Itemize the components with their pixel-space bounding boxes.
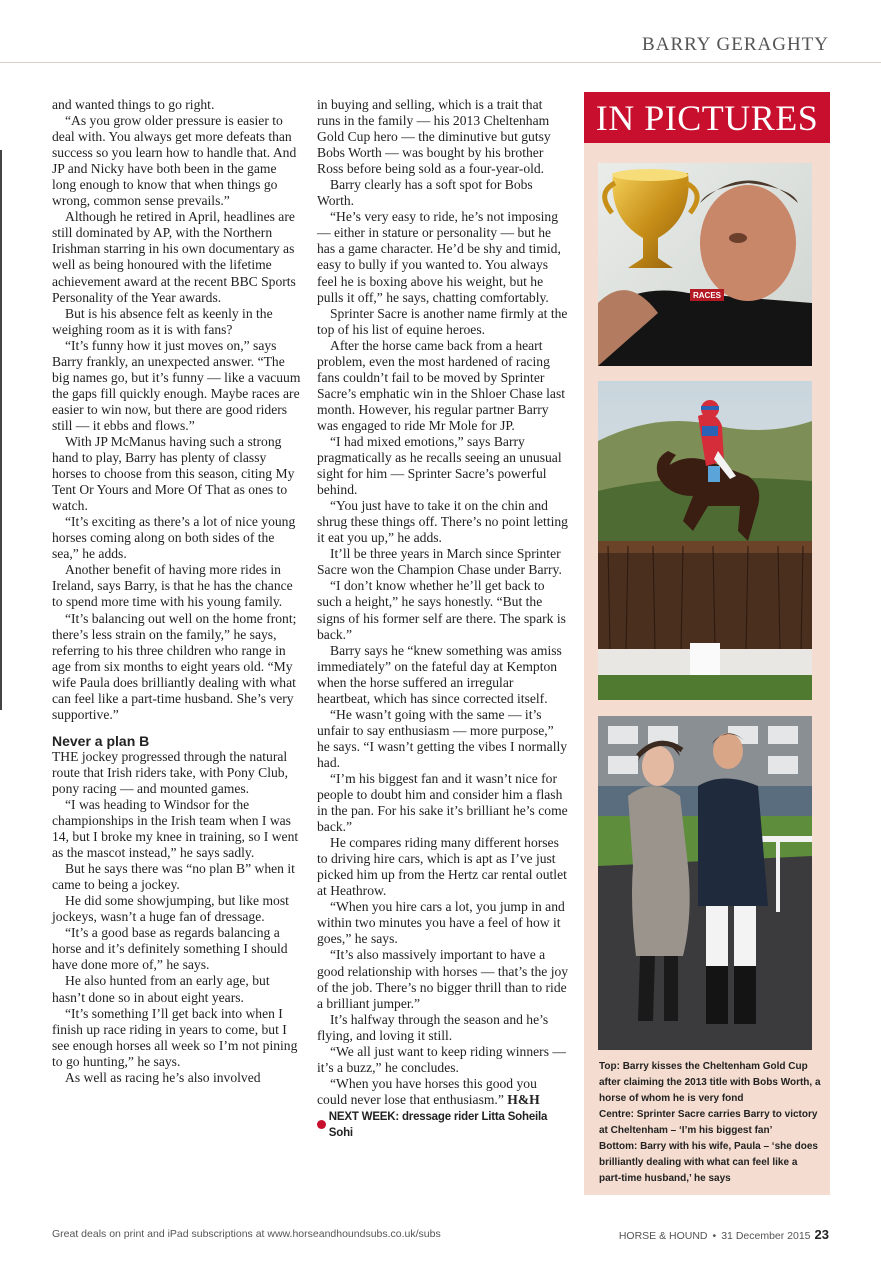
paragraph: “It’s also massively important to have a good relationship with horses — that’s the joy of the job. There’s no bigger thrill than to ride a brilliant jumper.”	[317, 947, 569, 1011]
paragraph: After the horse came back from a heart problem, even the most hardened of racing fans couldn’t fail to be moved by Sprinter Sacre’s emphatic win in the Shloer Chase last month. However, his regular partner Barry was engaged to ride Mr Mole for JP.	[317, 337, 566, 433]
article-column-2	[317, 97, 569, 1141]
paragraph: Although he retired in April, headlines are still dominated by AP, with the Northern Irishman starring in his own documentary as well as being honoured with the lifetime achievement award at the recent BBC Sports Personality of the Year awards.	[52, 209, 296, 305]
caption-top: Top: Barry kisses the Cheltenham Gold Cup after claiming the 2013 title with Bobs Worth, a horse of whom he is very fond	[599, 1061, 821, 1104]
paragraph: “As you grow older pressure is easier to deal with. You always get more defeats than success so you learn how to handle that. And JP and Nicky have both been in the game long enough to know that when things go wrong, common sense prevails.”	[52, 113, 297, 209]
paragraph: “I had mixed emotions,” says Barry pragmatically as he recalls seeing an unusual sight for him — Sprinter Sacre’s powerful behind.	[317, 433, 562, 498]
paragraph: “He’s very easy to ride, he’s not imposing — either in stature or personality — but he has a game character. He’d be shy and timid, easy to bully if you wanted to. You always feel he is boxing above his weight, but he pulls it off,” he says, chatting comfortably.	[317, 209, 561, 305]
paragraph: With JP McManus having such a strong hand to play, Barry has plenty of classy horses to choose from this season, citing My Tent Or Yours and More Of That as ones to watch.	[52, 433, 295, 514]
next-week-text: NEXT WEEK: dressage rider Litta Soheila Sohi	[328, 1110, 548, 1139]
paragraph: He compares riding many different horses to driving hire cars, which is apt as I’ve just picked him up from the Hertz car rental outlet at Heathrow.	[317, 835, 567, 899]
caption-centre: Centre: Sprinter Sacre carries Barry to victory at Cheltenham – ‘I’m his biggest fan’	[599, 1109, 818, 1136]
paragraph: He did some showjumping, but like most jockeys, wasn’t a huge fan of dressage.	[52, 893, 289, 925]
paragraph: “We all just want to keep riding winners — it’s a buzz,” he concludes.	[317, 1043, 566, 1075]
photo-barry-and-paula	[598, 716, 812, 1050]
paragraph: He also hunted from an early age, but hasn’t done so in about eight years.	[52, 973, 270, 1005]
sidebar-title: IN PICTURES	[584, 92, 830, 143]
caption-bottom: Bottom: Barry with his wife, Paula – ‘she does brilliantly dealing with what can feel like a part-time husband,’ he says	[599, 1141, 818, 1184]
issue-date: 31 December 2015	[721, 1230, 811, 1242]
section-header-name: BARRY GERAGHTY	[642, 34, 829, 55]
paragraph: “I don’t know whether he’ll get back to such a height,” he says honestly. “But the signs of his former self are there. The spark is back.”	[317, 578, 566, 642]
page-edge-mark	[0, 150, 2, 710]
paragraph: “It’s balancing out well on the home front; there’s less strain on the family,” he says, referring to his three children who range in age from six months to eight years old. “My wife Paula does brilliantly dealing with what can feel like a part-time husband. She’s very supportive.”	[52, 610, 297, 722]
paragraph: “When you hire cars a lot, you jump in and within two minutes you have a feel of how it goes,” he says.	[317, 899, 565, 947]
subheading: Never a plan B	[52, 732, 150, 749]
paragraph: Barry says he “knew something was amiss immediately” on the fateful day at Kempton when the horse suffered an irregular heartbeat, which has since corrected itself.	[317, 642, 562, 706]
bullet-dot-icon	[317, 1120, 326, 1129]
folio	[619, 1227, 829, 1242]
photo-gold-cup-kiss	[598, 163, 812, 366]
closing-paragraph	[317, 1076, 569, 1108]
photo-racing-logo: RACES	[692, 291, 722, 300]
paragraph: But he says there was “no plan B” when it came to being a jockey.	[52, 861, 295, 893]
subscription-promo: Great deals on print and iPad subscriptions at www.horseandhoundsubs.co.uk/subs	[52, 1228, 441, 1240]
page-number: 23	[814, 1227, 829, 1242]
paragraph: “He wasn’t going with the same — it’s unfair to say enthusiasm — more purpose,” he says. “I wasn’t getting the vibes I normally had.	[317, 706, 568, 770]
paragraph: “It’s exciting as there’s a lot of nice young horses coming along on both sides of the sea,” he adds.	[52, 514, 296, 562]
header-rule	[0, 62, 881, 63]
paragraph: “You just have to take it on the chin and shrug these things off. There’s no point letting it eat you up,” he adds.	[317, 498, 568, 546]
paragraph: Barry clearly has a soft spot for Bobs Worth.	[317, 177, 533, 209]
photo-caption	[599, 1059, 821, 1187]
paragraph: It’s halfway through the season and he’s flying, and loving it still.	[317, 1011, 549, 1043]
photo-sprinter-sacre-jump	[598, 381, 812, 700]
paragraph: and wanted things to go right.	[52, 97, 215, 112]
signoff: H&H	[507, 1091, 540, 1107]
article-column-1	[52, 97, 303, 1086]
paragraph: “I’m his biggest fan and it wasn’t nice for people to doubt him and consider him a flash in the pan. For his sake it’s brilliant he’s come back.”	[317, 770, 568, 835]
paragraph: But is his absence felt as keenly in the weighing room as it is with fans?	[52, 305, 273, 337]
paragraph: “It’s a good base as regards balancing a horse and it’s definitely something I should have done more of,” he says.	[52, 925, 288, 973]
paragraph: It’ll be three years in March since Sprinter Sacre won the Champion Chase under Barry.	[317, 546, 562, 578]
paragraph: “It’s something I’ll get back into when I finish up race riding in years to come, but I see enough horses all week so I’m not pining to go hunting,” he says.	[52, 1005, 298, 1069]
folio-separator: •	[712, 1230, 717, 1242]
paragraph: Sprinter Sacre is another name firmly at the top of his list of equine heroes.	[317, 305, 568, 337]
paragraph: As well as racing he’s also involved	[65, 1069, 261, 1085]
paragraph: “It’s funny how it just moves on,” says Barry frankly, an unexpected answer. “The big names go, but it’s funny — like a vacuum the gaps fill quickly enough. Maybe races are easier to win now, but there are good riders still — it ebbs and flows.”	[52, 337, 301, 433]
paragraph: in buying and selling, which is a trait that runs in the family — his 2013 Cheltenham Gold Cup hero — the diminutive but gutsy Bobs Worth — was bought by his brother Ross before being sold as a four-year-old.	[317, 97, 551, 177]
next-week-teaser	[317, 1109, 569, 1141]
paragraph: Another benefit of having more rides in Ireland, says Barry, is that he has the chance to spend more time with his young family.	[52, 562, 293, 610]
publication-name: HORSE & HOUND	[618, 1230, 708, 1242]
paragraph: “I was heading to Windsor for the championships in the Irish team when I was 14, but I broke my knee in training, so I went as the mascot instead,” he says sadly.	[52, 796, 299, 861]
paragraph: THE jockey progressed through the natural route that Irish riders take, with Pony Club, pony racing — and mounted games.	[52, 748, 288, 796]
closing-text: “When you have horses this good you could never lose that enthusiasm.”	[317, 1075, 537, 1107]
